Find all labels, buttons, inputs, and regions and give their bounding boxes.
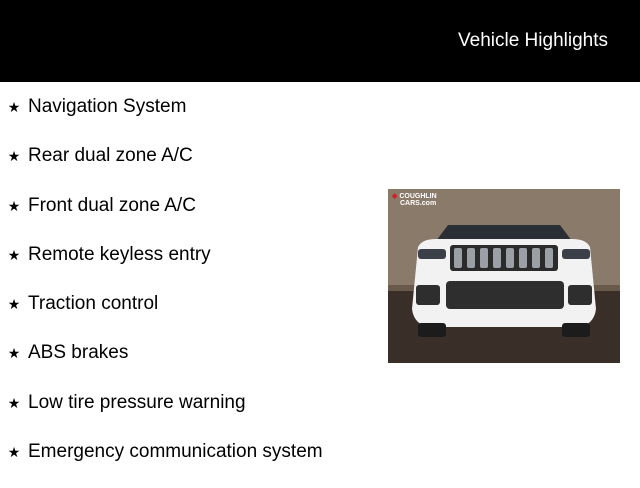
feature-label: Remote keyless entry (28, 243, 211, 265)
list-item (0, 291, 323, 340)
vehicle-illustration (388, 189, 620, 363)
star-icon: ★ (7, 197, 21, 214)
star-icon: ★ (7, 345, 21, 362)
logo-mark-icon: ◆ (392, 193, 398, 200)
dealer-logo (392, 193, 437, 207)
star-icon: ★ (7, 444, 21, 461)
list-item (0, 390, 323, 439)
star-icon: ★ (7, 99, 21, 115)
star-icon: ★ (7, 246, 21, 263)
feature-label: Low tire pressure warning (28, 391, 246, 413)
feature-label: Rear dual zone A/C (28, 145, 193, 167)
logo-text: COUGHLIN (399, 193, 437, 200)
feature-label: Navigation System (28, 96, 187, 117)
logo-subtext: CARS.com (400, 200, 437, 207)
star-icon: ★ (7, 296, 21, 313)
vehicle-photo (388, 189, 620, 363)
star-icon: ★ (7, 394, 21, 411)
feature-label: Emergency communication system (28, 441, 323, 463)
list-item (0, 242, 323, 291)
feature-label: Front dual zone A/C (28, 194, 196, 216)
feature-list (0, 94, 323, 488)
list-item (0, 143, 323, 192)
list-item (0, 94, 323, 143)
list-item (0, 439, 323, 488)
list-item (0, 340, 323, 389)
feature-label: Traction control (28, 293, 159, 315)
star-icon: ★ (7, 148, 21, 165)
feature-label: ABS brakes (28, 342, 129, 364)
list-item (0, 193, 323, 242)
page-header (0, 0, 640, 82)
page-title: Vehicle Highlights (458, 30, 608, 51)
